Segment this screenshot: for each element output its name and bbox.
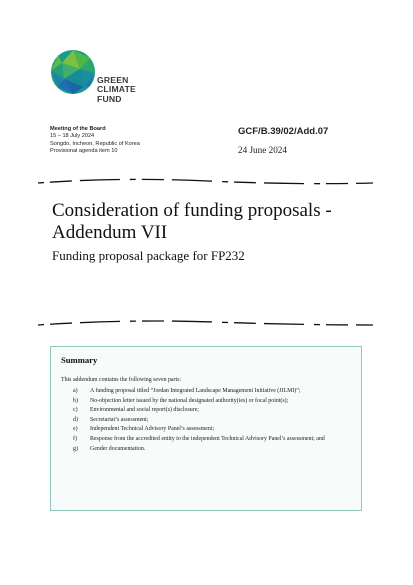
top-wave-divider — [38, 178, 373, 186]
list-item: a) A funding proposal titled “Jordan Integrated Landscape Management Initiative (JILMI)”; — [73, 388, 301, 394]
list-item: f) Response from the accredited entity to the independent Technical Advisory Panel’s assessment; and — [73, 435, 325, 442]
summary-box — [50, 346, 362, 511]
meeting-dates: 15 – 18 July 2024 — [50, 133, 95, 140]
list-item: e) Independent Technical Advisory Panel’s assessment; — [73, 426, 215, 433]
summary-list — [63, 388, 353, 455]
page-subtitle: Funding proposal package for FP232 — [52, 248, 245, 263]
document-id: GCF/B.39/02/Add.07 — [238, 126, 329, 137]
logo-wordmark: GREEN CLIMATE FUND — [97, 75, 136, 104]
meeting-agenda: Provisional agenda item 10 — [50, 148, 118, 155]
list-item: g) Gender documentation. — [73, 445, 146, 452]
list-item: b) No-objection letter issued by the national designated authority(ies) or focal point(s); — [73, 397, 289, 404]
page-title: Consideration of funding proposals - Addendum VII — [52, 200, 332, 243]
document-date: 24 June 2024 — [238, 145, 287, 155]
meeting-location: Songdo, Incheon, Republic of Korea — [50, 140, 140, 147]
meeting-info — [50, 126, 140, 156]
green-climate-fund-logo — [50, 49, 145, 109]
globe-icon — [50, 49, 96, 95]
list-item: c) Environmental and social report(s) disclosure; — [73, 407, 199, 414]
summary-intro: This addendum contains the following seven parts: — [61, 377, 182, 383]
summary-heading: Summary — [61, 355, 98, 365]
bottom-wave-divider — [38, 320, 373, 328]
list-item: d) Secretariat’s assessment; — [73, 416, 149, 423]
meeting-title: Meeting of the Board — [50, 126, 106, 132]
